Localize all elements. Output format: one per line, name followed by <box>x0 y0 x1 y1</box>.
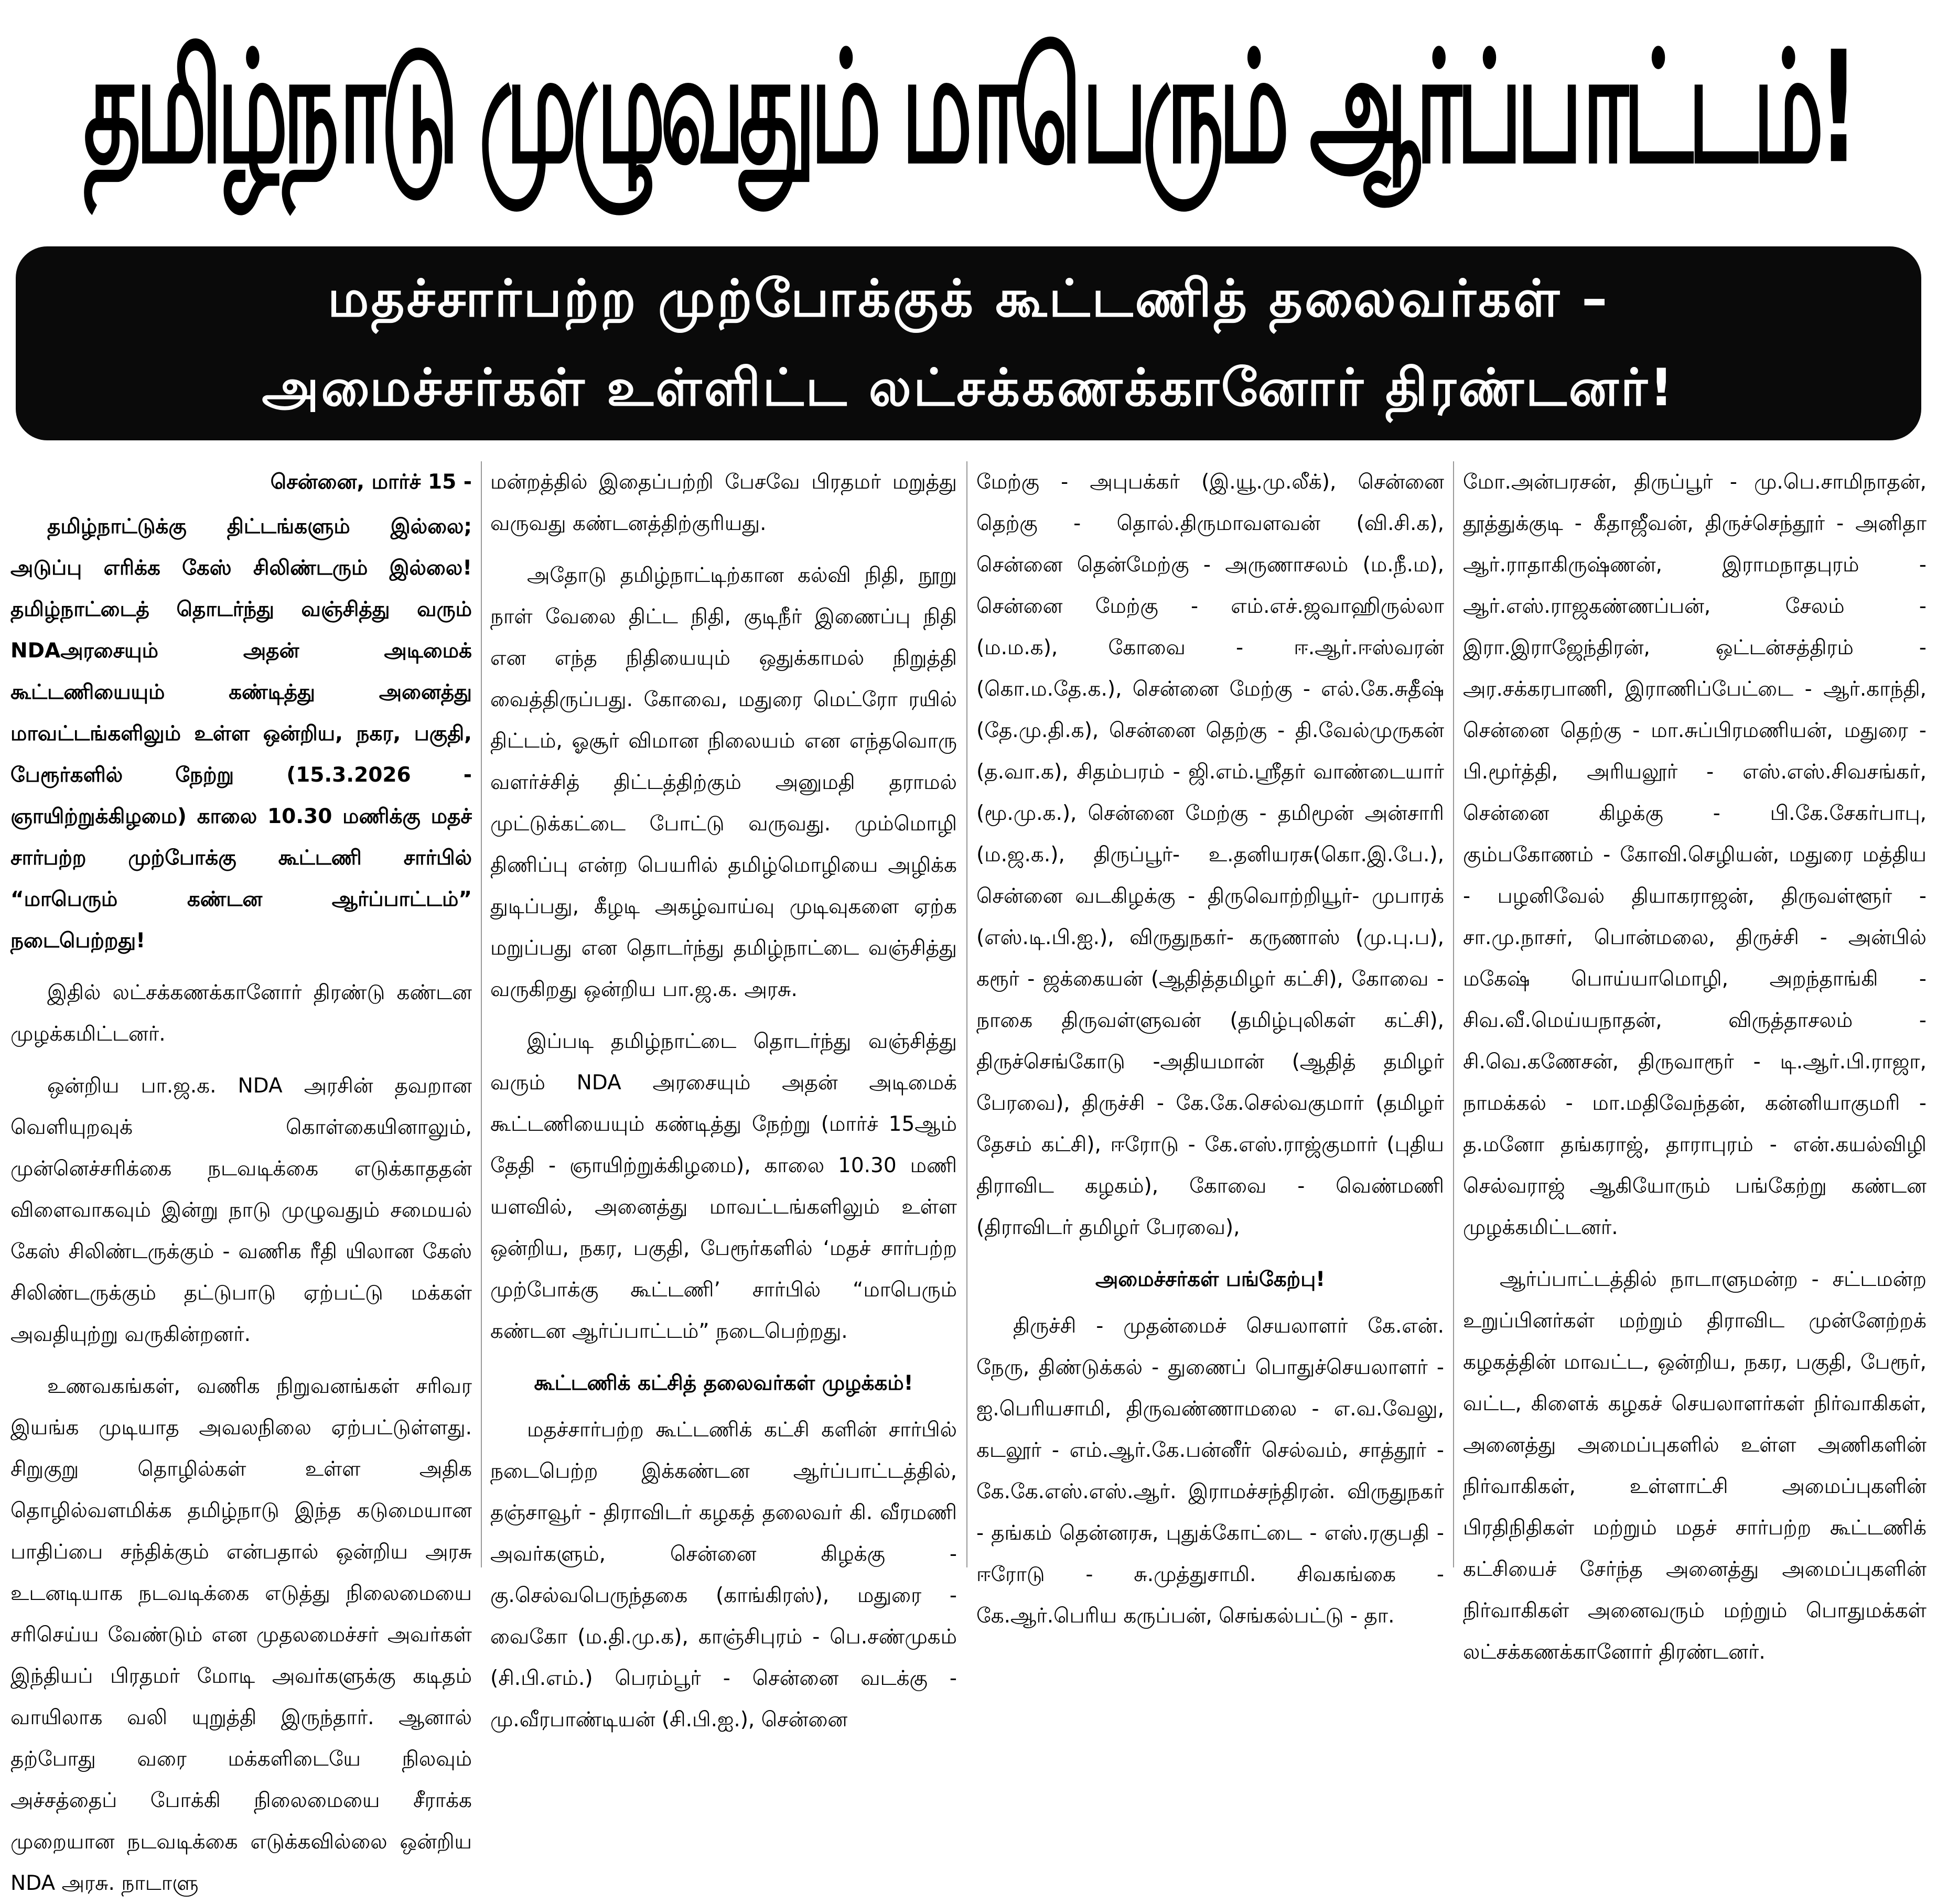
article-column-1 <box>10 461 472 1895</box>
column-divider <box>1453 461 1454 1567</box>
paragraph: மோ.அன்பரசன், திருப்பூர் - மு.பெ.சாமிநாதன், தூத்துக்குடி - கீதாஜீவன், திருச்செந்தூர் - அனிதா ஆர்.ராதாகிருஷ்ணன், இராமநாதபுரம் - ஆர்.எஸ்.ராஜகண்ணப்பன், சேலம் - இரா.இராஜேந்திரன், ஒட்டன்சத்திரம் - அர.சக்கரபாணி, இராணிப்பேட்டை - ஆர்.காந்தி, சென்னை தெற்கு - மா.சுப்பிரமணியன், மதுரை - பி.மூர்த்தி, அரியலூர் - எஸ்.எஸ்.சிவசங்கர், சென்னை கிழக்கு - பி.கே.சேகர்பாபு, கும்பகோணம் - கோவி.செழியன், மதுரை மத்திய - பழனிவேல் தியாகராஜன், திருவள்ளூர் - சா.மு.நாசர், பொன்மலை, திருச்சி - அன்பில் மகேஷ் பொய்யாமொழி, அறந்தாங்கி - சிவ.வீ.மெய்யநாதன், விருத்தாசலம் - சி.வெ.கணேசன், திருவாரூர் - டி.ஆர்.பி.ராஜா, நாமக்கல் - மா.மதிவேந்தன், கன்னியாகுமரி - த.மனோ தங்கராஜ், தாராபுரம் - என்.கயல்விழி செல்வராஜ் ஆகியோரும் பங்கேற்று கண்டன முழக்கமிட்டனர். <box>1463 470 1927 1239</box>
paragraph: மதச்சார்பற்ற கூட்டணிக் கட்சி களின் சார்பில் நடைபெற்ற இக்கண்டன ஆர்ப்பாட்டத்தில், தஞ்சாவூர் - திராவிடர் கழகத் தலைவர் கி. வீரமணி அவர்களும், சென்னை கிழக்கு - கு.செல்வபெருந்தகை (காங்கிரஸ்), மதுரை - வைகோ (ம.தி.மு.க), காஞ்சிபுரம் - பெ.சண்முகம் (சி.பி.எம்.) பெரம்பூர் - சென்னை வடக்கு - மு.வீரபாண்டியன் (சி.பி.ஐ.), சென்னை <box>490 1418 957 1732</box>
dateline: சென்னை, மார்ச் 15 - <box>270 470 472 494</box>
article-column-4 <box>1463 461 1927 1664</box>
section-subheading: கூட்டணிக் கட்சித் தலைவர்கள் முழக்கம்! <box>534 1371 913 1395</box>
paragraph: மேற்கு - அபுபக்கர் (இ.யூ.மு.லீக்), சென்னை தெற்கு - தொல்.திருமாவளவன் (வி.சி.க), சென்னை தென்மேற்கு - அருணாசலம் (ம.நீ.ம), சென்னை மேற்கு - எம்.எச்.ஜவாஹிருல்லா (ம.ம.க), கோவை - ஈ.ஆர்.ஈஸ்வரன் (கொ.ம.தே.க.), சென்னை மேற்கு - எல்.கே.சுதீஷ் (தே.மு.தி.க), சென்னை தெற்கு - தி.வேல்முருகன் (த.வா.க), சிதம்பரம் - ஜி.எம்.ஸ்ரீதர் வாண்டையார் (மூ.மு.க.), சென்னை மேற்கு - தமிமூன் அன்சாரி (ம.ஜ.க.), திருப்பூர்- உ.தனியரசு(கொ.இ.பே.), சென்னை வடகிழக்கு - திருவொற்றியூர்- முபாரக் (எஸ்.டி.பி.ஐ.), விருதுநகர்- கருணாஸ் (மு.பு.ப), கரூர் - ஜக்கையன் (ஆதித்தமிழர் கட்சி), கோவை - நாகை திருவள்ளுவன் (தமிழ்புலிகள் கட்சி), திருச்செங்கோடு -அதியமான் (ஆதித் தமிழர் பேரவை), திருச்சி - கே.கே.செல்வகுமார் (தமிழர் தேசம் கட்சி), ஈரோடு - கே.எஸ்.ராஜ்குமார் (புதிய திராவிட கழகம்), கோவை - வெண்மணி (திராவிடர் தமிழர் பேரவை), <box>976 470 1444 1239</box>
paragraph: உணவகங்கள், வணிக நிறுவனங்கள் சரிவர இயங்க முடியாத அவலநிலை ஏற்பட்டுள்ளது. சிறுகுறு தொழில்கள் உள்ள அதிக தொழில்வளமிக்க தமிழ்நாடு இந்த கடுமையான பாதிப்பை சந்திக்கும் என்பதால் ஒன்றிய அரசு உடனடியாக நடவடிக்கை எடுத்து நிலைமையை சரிசெய்ய வேண்டும் என முதலமைச்சர் அவர்கள் இந்தியப் பிரதமர் மோடி அவர்களுக்கு கடிதம் வாயிலாக வலி யுறுத்தி இருந்தார். ஆனால் தற்போது வரை மக்களிடையே நிலவும் அச்சத்தைப் போக்கி நிலைமையை சீராக்க முறையான நடவடிக்கை எடுக்கவில்லை ஒன்றிய NDA அரசு. நாடாளு <box>10 1375 472 1895</box>
column-divider <box>481 461 482 1567</box>
article-column-3 <box>976 461 1444 1628</box>
paragraph: மன்றத்தில் இதைப்பற்றி பேசவே பிரதமர் மறுத்து வருவது கண்டனத்திற்குரியது. <box>490 470 957 535</box>
column-divider <box>966 461 967 1567</box>
paragraph: இதில் லட்சக்கணக்கானோர் திரண்டு கண்டன முழக்கமிட்டனர். <box>10 981 472 1046</box>
headline: தமிழ்நாடு முழுவதும் மாபெரும் ஆர்ப்பாட்டம்! <box>83 17 1854 198</box>
paragraph: அதோடு தமிழ்நாட்டிற்கான கல்வி நிதி, நூறு நாள் வேலை திட்ட நிதி, குடிநீர் இணைப்பு நிதி என எந்த நிதியையும் ஒதுக்காமல் நிறுத்தி வைத்திருப்பது. கோவை, மதுரை மெட்ரோ ரயில் திட்டம், ஓசூர் விமான நிலையம் என எந்தவொரு வளர்ச்சித் திட்டத்திற்கும் அனுமதி தராமல் முட்டுக்கட்டை போட்டு வருவது. மும்மொழி திணிப்பு என்ற பெயரில் தமிழ்மொழியை அழிக்க துடிப்பது, கீழடி அகழ்வாய்வு முடிவுகளை ஏற்க மறுப்பது என தொடர்ந்து தமிழ்நாட்டை வஞ்சித்து வருகிறது ஒன்றிய பா.ஜ.க. அரசு. <box>490 564 957 1001</box>
paragraph: ஒன்றிய பா.ஜ.க. NDA அரசின் தவறான வெளியுறவுக் கொள்கையினாலும், முன்னெச்சரிக்கை நடவடிக்கை எடுக்காததன் விளைவாகவும் இன்று நாடு முழுவதும் சமையல் கேஸ் சிலிண்டருக்கும் - வணிக ரீதி யிலான கேஸ் சிலிண்டருக்கும் தட்டுபாடு ஏற்பட்டு மக்கள் அவதியுற்று வருகின்றனர். <box>10 1074 472 1346</box>
paragraph: இப்படி தமிழ்நாட்டை தொடர்ந்து வஞ்சித்து வரும் NDA அரசையும் அதன் அடிமைக் கூட்டணியையும் கண்டித்து நேற்று (மார்ச் 15ஆம் தேதி - ஞாயிற்றுக்கிழமை), காலை 10.30 மணி யளவில், அனைத்து மாவட்டங்களிலும் உள்ள ஒன்றிய, நகர, பகுதி, பேரூர்களில் ‘மதச் சார்பற்ற முற்போக்கு கூட்டணி’ சார்பில் “மாபெரும் கண்டன ஆர்ப்பாட்டம்” நடைபெற்றது. <box>490 1030 957 1343</box>
paragraph: ஆர்ப்பாட்டத்தில் நாடாளுமன்ற - சட்டமன்ற உறுப்பினர்கள் மற்றும் திராவிட முன்னேற்றக் கழகத்தின் மாவட்ட, ஒன்றிய, நகர, பகுதி, பேரூர், வட்ட, கிளைக் கழகச் செயலாளர்கள் நிர்வாகிகள், அனைத்து அமைப்புகளில் உள்ள அணிகளின் நிர்வாகிகள், உள்ளாட்சி அமைப்புகளின் பிரதிநிதிகள் மற்றும் மதச் சார்பற்ற கூட்டணிக் கட்சியைச் சேர்ந்த அனைத்து அமைப்புகளின் நிர்வாகிகள் அனைவரும் மற்றும் பொதுமக்கள் லட்சக்கணக்கானோர் திரண்டனர். <box>1463 1268 1927 1664</box>
subheadline-banner <box>16 246 1921 440</box>
banner-line-1: மதச்சார்பற்ற முற்போக்குக் கூட்டணித் தலைவர்கள் – <box>327 269 1610 329</box>
lead-paragraph: தமிழ்நாட்டுக்கு திட்டங்களும் இல்லை; அடுப்பு எரிக்க கேஸ் சிலிண்டரும் இல்லை! தமிழ்நாட்டைத் தொடர்ந்து வஞ்சித்து வரும் NDAஅரசையும் அதன் அடிமைக் கூட்டணியையும் கண்டித்து அனைத்து மாவட்டங்களிலும் உள்ள ஒன்றிய, நகர, பகுதி, பேரூர்களில் நேற்று (15.3.2026 - ஞாயிற்றுக்கிழமை) காலை 10.30 மணிக்கு மதச் சார்பற்ற முற்போக்கு கூட்டணி சார்பில் “மாபெரும் கண்டன ஆர்ப்பாட்டம்” நடைபெற்றது! <box>10 515 472 953</box>
section-subheading: அமைச்சர்கள் பங்கேற்பு! <box>1095 1268 1326 1291</box>
paragraph: திருச்சி - முதன்மைச் செயலாளர் கே.என். நேரு, திண்டுக்கல் - துணைப் பொதுச்செயலாளர் - ஐ.பெரியசாமி, திருவண்ணாமலை - எ.வ.வேலு, கடலூர் - எம்.ஆர்.கே.பன்னீர் செல்வம், சாத்தூர் - கே.கே.எஸ்.எஸ்.ஆர். இராமச்சந்திரன். விருதுநகர் - தங்கம் தென்னரசு, புதுக்கோட்டை - எஸ்.ரகுபதி - ஈரோடு - சு.முத்துசாமி. சிவகங்கை - கே.ஆர்.பெரிய கருப்பன், செங்கல்பட்டு - தா. <box>976 1314 1444 1628</box>
article-column-2 <box>490 461 957 1732</box>
banner-line-2: அமைச்சர்கள் உள்ளிட்ட லட்சக்கணக்கானோர் திரண்டனர்! <box>262 358 1675 418</box>
